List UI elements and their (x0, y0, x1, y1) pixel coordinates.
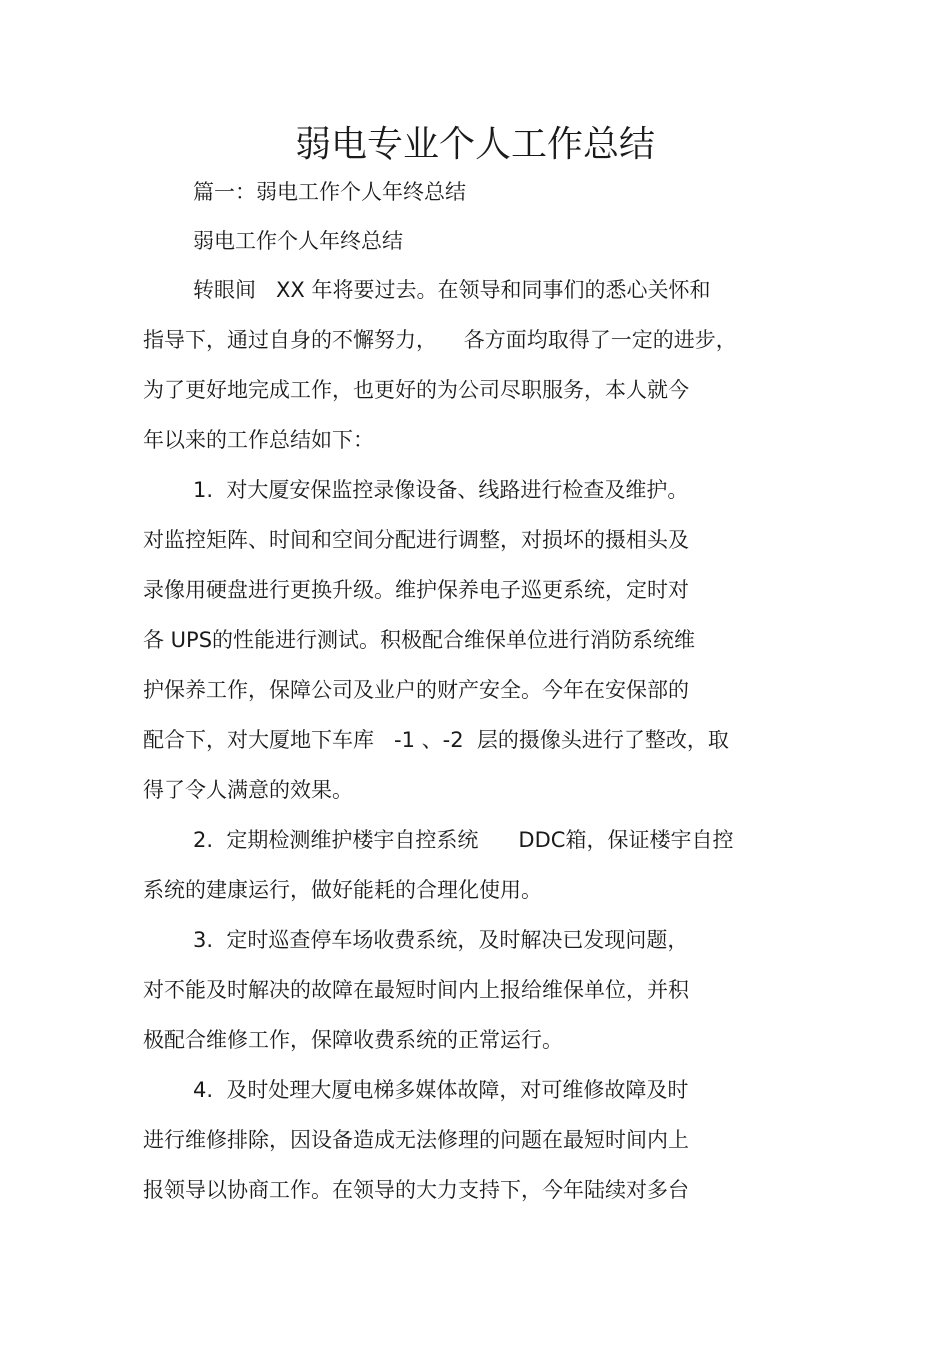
item3-line-2: 对不能及时解决的故障在最短时间内上报给维保单位，并积 (143, 978, 689, 1002)
item1-line-4: 各 UPS的性能进行测试。积极配合维保单位进行消防系统维 (143, 628, 696, 652)
item1-line-7: 得了令人满意的效果。 (143, 778, 353, 802)
intro-line-2: 指导下，通过自身的不懈努力， 各方面均取得了一定的进步， (143, 328, 737, 352)
intro-line-3: 为了更好地完成工作，也更好的为公司尽职服务，本人就今 (143, 378, 689, 402)
item2-line-2: 系统的建康运行，做好能耗的合理化使用。 (143, 878, 542, 902)
item1-line-5: 护保养工作，保障公司及业户的财产安全。今年在安保部的 (143, 678, 689, 702)
item3-line-3: 极配合维修工作，保障收费系统的正常运行。 (143, 1028, 563, 1052)
item3-line-1: 3. 定时巡查停车场收费系统，及时解决已发现问题， (193, 928, 689, 952)
document-title: 弱电专业个人工作总结 (294, 124, 655, 165)
subtitle-line: 篇一：弱电工作个人年终总结 (193, 180, 466, 204)
item4-line-3: 报领导以协商工作。在领导的大力支持下，今年陆续对多台 (143, 1178, 689, 1202)
item1-line-6: 配合下，对大厦地下车库 -1 、-2 层的摄像头进行了整改，取 (143, 728, 729, 752)
intro-line-4: 年以来的工作总结如下： (143, 428, 374, 452)
item1-line-3: 录像用硬盘进行更换升级。维护保养电子巡更系统，定时对 (143, 578, 689, 602)
item2-line-1: 2. 定期检测维护楼宇自控系统 DDC箱，保证楼宇自控 (193, 828, 734, 852)
heading-line: 弱电工作个人年终总结 (193, 229, 403, 253)
intro-line-1: 转眼间 XX 年将要过去。在领导和同事们的悉心关怀和 (193, 278, 711, 302)
item1-line-2: 对监控矩阵、时间和空间分配进行调整，对损坏的摄相头及 (143, 528, 689, 552)
item4-line-2: 进行维修排除，因设备造成无法修理的问题在最短时间内上 (143, 1128, 689, 1152)
item4-line-1: 4. 及时处理大厦电梯多媒体故障，对可维修故障及时 (193, 1078, 689, 1102)
item1-line-1: 1. 对大厦安保监控录像设备、线路进行检查及维护。 (193, 478, 689, 502)
